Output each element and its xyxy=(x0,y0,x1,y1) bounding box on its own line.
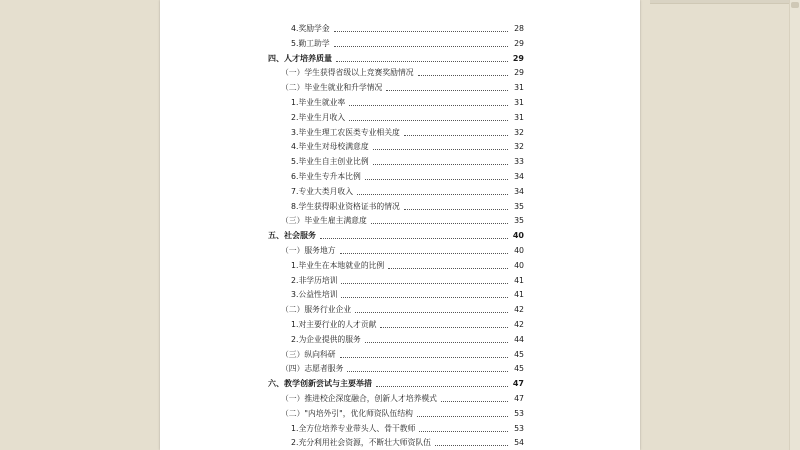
toc-entry-title: 1.对主要行业的人才贡献 xyxy=(291,320,377,329)
dot-leader xyxy=(357,194,508,195)
toc-entry[interactable] xyxy=(268,227,524,241)
toc-entry-page-number: 53 xyxy=(514,423,524,433)
toc-entry[interactable] xyxy=(291,434,524,448)
dot-leader xyxy=(376,386,508,387)
dot-leader xyxy=(334,31,508,32)
toc-entry[interactable] xyxy=(291,138,524,152)
toc-entry[interactable] xyxy=(281,79,524,93)
dot-leader xyxy=(435,445,508,446)
toc-entry-title: 1.毕业生在本地就业的比例 xyxy=(291,260,385,270)
dot-leader xyxy=(340,357,508,358)
document-page xyxy=(160,0,640,450)
toc-entry-title: 2.为企业提供的服务 xyxy=(291,334,361,344)
toc-entry-title: 7.专业大类月收入 xyxy=(291,186,354,196)
toc-entry-page-number: 33 xyxy=(514,157,524,167)
toc-entry-title: （二）服务行业企业 xyxy=(281,305,352,315)
dot-leader xyxy=(349,120,508,121)
toc-entry[interactable] xyxy=(291,109,524,123)
toc-entry[interactable] xyxy=(291,316,524,330)
toc-entry-page-number: 35 xyxy=(514,216,524,226)
scrollbar-thumb[interactable] xyxy=(791,2,799,8)
toc-entry[interactable] xyxy=(281,242,524,256)
toc-entry-title: 4.毕业生对母校满意度 xyxy=(291,142,369,152)
toc-entry-title: 6.毕业生专升本比例 xyxy=(291,172,361,181)
dot-leader xyxy=(336,61,508,62)
toc-entry[interactable] xyxy=(291,183,524,197)
dot-leader xyxy=(355,312,508,313)
toc-entry[interactable] xyxy=(281,346,524,360)
toc-entry-page-number: 29 xyxy=(514,38,524,48)
toc-entry[interactable] xyxy=(291,20,524,34)
toc-entry-title: 5.勤工助学 xyxy=(291,38,330,48)
toc-entry[interactable] xyxy=(291,257,524,271)
toc-entry-page-number: 31 xyxy=(514,83,524,93)
toc-entry[interactable] xyxy=(268,50,524,64)
dot-leader xyxy=(334,46,508,47)
toc-entry[interactable] xyxy=(291,168,524,182)
toc-entry-title: （四）志愿者服务 xyxy=(281,364,344,374)
toc-entry-title: （三）纵向科研 xyxy=(281,349,336,359)
toc-entry-title: 4.奖励学金 xyxy=(291,24,330,33)
toc-entry[interactable] xyxy=(291,198,524,212)
dot-leader xyxy=(373,149,508,150)
dot-leader xyxy=(341,283,508,284)
toc-entry-page-number: 54 xyxy=(514,438,524,448)
toc-entry-title: （一）服务地方 xyxy=(281,246,336,255)
toc-entry-title: 1.毕业生就业率 xyxy=(291,98,346,107)
toc-entry-page-number: 35 xyxy=(514,201,524,211)
toc-entry-page-number: 32 xyxy=(514,142,524,152)
dot-leader xyxy=(386,90,508,91)
toc-entry-title: 2.非学历培训 xyxy=(291,275,338,285)
dot-leader xyxy=(418,75,508,76)
toc-entry-page-number: 40 xyxy=(512,231,524,241)
toc-entry-page-number: 41 xyxy=(514,275,524,285)
toc-entry-page-number: 42 xyxy=(514,305,524,315)
top-right-panel xyxy=(650,0,800,4)
toc-entry[interactable] xyxy=(291,153,524,167)
toc-entry[interactable] xyxy=(281,212,524,226)
dot-leader xyxy=(341,297,508,298)
toc-entry-title: 六、教学创新尝试与主要举措 xyxy=(268,379,372,389)
toc-entry-title: 5.毕业生自主创业比例 xyxy=(291,157,369,167)
toc-entry[interactable] xyxy=(291,94,524,108)
toc-entry-page-number: 47 xyxy=(512,379,524,389)
dot-leader xyxy=(404,209,508,210)
toc-entry-page-number: 31 xyxy=(514,112,524,122)
toc-entry-title: 2.充分利用社会资源，不断壮大师资队伍 xyxy=(291,438,431,448)
toc-entry-title: 四、人才培养质量 xyxy=(268,53,332,63)
toc-entry-page-number: 31 xyxy=(514,98,524,107)
toc-entry[interactable] xyxy=(291,272,524,286)
toc-entry-page-number: 29 xyxy=(512,53,524,63)
toc-entry-title: 3.毕业生理工农医类专业相关度 xyxy=(291,127,400,137)
dot-leader xyxy=(349,105,508,106)
toc-entry-page-number: 40 xyxy=(514,246,524,255)
dot-leader xyxy=(419,431,508,432)
toc-entry-page-number: 41 xyxy=(514,290,524,300)
dot-leader xyxy=(365,179,508,180)
toc-entry-page-number: 44 xyxy=(514,334,524,344)
toc-entry[interactable] xyxy=(291,124,524,138)
toc-entry-page-number: 28 xyxy=(514,24,524,33)
toc-entry[interactable] xyxy=(281,390,524,404)
dot-leader xyxy=(320,238,508,239)
toc-entry-page-number: 47 xyxy=(514,394,524,403)
toc-entry[interactable] xyxy=(281,405,524,419)
toc-entry-page-number: 40 xyxy=(514,260,524,270)
dot-leader xyxy=(373,164,508,165)
toc-entry-page-number: 34 xyxy=(514,172,524,181)
toc-entry-page-number: 29 xyxy=(514,68,524,78)
toc-entry[interactable] xyxy=(281,64,524,78)
toc-entry[interactable] xyxy=(291,35,524,49)
toc-entry-title: 五、社会服务 xyxy=(268,231,316,241)
toc-entry[interactable] xyxy=(268,375,524,389)
dot-leader xyxy=(340,253,508,254)
toc-entry-title: （三）毕业生雇主满意度 xyxy=(281,216,367,226)
dot-leader xyxy=(347,371,508,372)
toc-entry[interactable] xyxy=(291,420,524,434)
toc-entry-page-number: 53 xyxy=(514,408,524,418)
dot-leader xyxy=(441,401,508,402)
toc-entry-title: 8.学生获得职业资格证书的情况 xyxy=(291,201,400,211)
toc-entry[interactable] xyxy=(281,301,524,315)
toc-entry-title: （一）学生获得省级以上竞赛奖励情况 xyxy=(281,68,414,78)
toc-entry-title: 1.全方位培养专业带头人、骨干教师 xyxy=(291,423,416,433)
toc-entry-page-number: 34 xyxy=(514,186,524,196)
toc-entry-page-number: 32 xyxy=(514,127,524,137)
dot-leader xyxy=(365,342,508,343)
toc-entry-page-number: 42 xyxy=(514,320,524,329)
dot-leader xyxy=(388,268,508,269)
dot-leader xyxy=(404,135,508,136)
toc-entry-title: （一）推进校企深度融合，创新人才培养模式 xyxy=(281,394,437,403)
toc-entry[interactable] xyxy=(291,286,524,300)
toc-entry[interactable] xyxy=(281,360,524,374)
toc-entry-page-number: 45 xyxy=(514,349,524,359)
toc-entry-title: （二）毕业生就业和升学情况 xyxy=(281,83,383,93)
toc-entry-title: （二）"内培外引"，优化师资队伍结构 xyxy=(281,408,413,418)
dot-leader xyxy=(380,327,508,328)
toc-entry[interactable] xyxy=(291,331,524,345)
dot-leader xyxy=(371,223,508,224)
dot-leader xyxy=(417,416,508,417)
toc-entry-title: 3.公益性培训 xyxy=(291,290,338,300)
vertical-scrollbar[interactable] xyxy=(789,0,800,450)
toc-entry-title: 2.毕业生月收入 xyxy=(291,112,346,122)
toc-entry-page-number: 45 xyxy=(514,364,524,374)
